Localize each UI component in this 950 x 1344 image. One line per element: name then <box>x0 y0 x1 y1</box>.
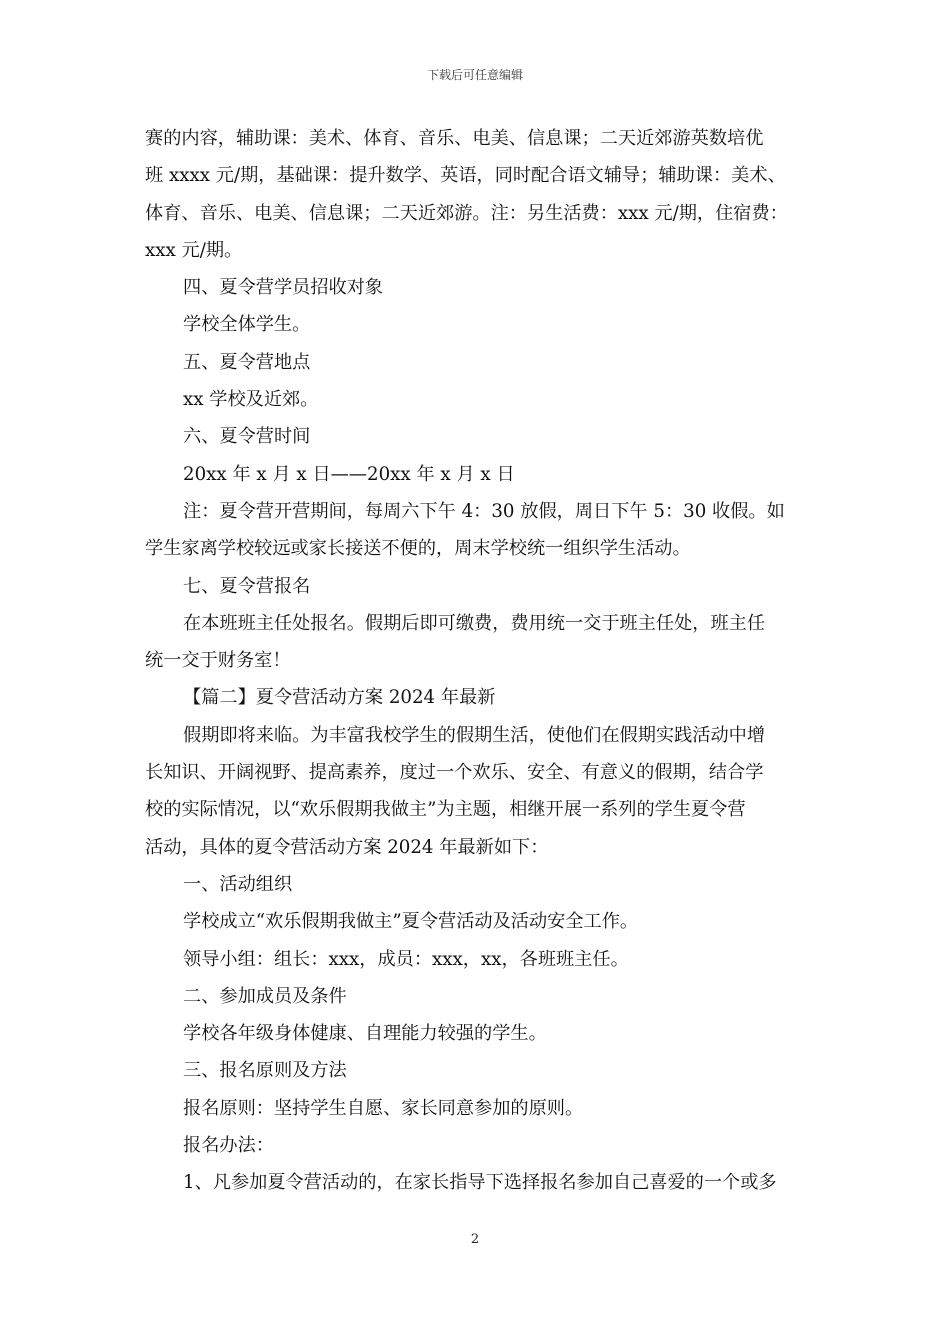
section-heading: 二、参加成员及条件 <box>183 985 347 1007</box>
document-body <box>145 120 810 1202</box>
paragraph-line: 领导小组：组长：xxx，成员：xxx，xx，各班班主任。 <box>183 948 629 970</box>
paragraph-line: 学校各年级身体健康、自理能力较强的学生。 <box>183 1023 547 1045</box>
paragraph-line: 校的实际情况，以“欢乐假期我做主”为主题，相继开展一系列的学生夏令营 <box>145 799 746 821</box>
paragraph-line: 统一交于财务室！ <box>145 650 291 672</box>
paragraph-line: 报名办法： <box>183 1135 274 1157</box>
paragraph-line: 活动，具体的夏令营活动方案 2024 年最新如下： <box>145 836 549 858</box>
paragraph-line: 体育、音乐、电美、信息课；二天近郊游。注：另生活费：xxx 元/期，住宿费： <box>145 202 788 224</box>
section-heading: 一、活动组织 <box>183 873 293 895</box>
paragraph-line: xx 学校及近郊。 <box>183 389 319 411</box>
page-header: 下载后可任意编辑 <box>426 68 523 82</box>
section-heading: 七、夏令营报名 <box>183 575 311 597</box>
paragraph-line: 报名原则：坚持学生自愿、家长同意参加的原则。 <box>183 1097 584 1119</box>
paragraph-line: 假期即将来临。为丰富我校学生的假期生活，使他们在假期实践活动中增 <box>183 724 766 746</box>
section-heading: 三、报名原则及方法 <box>183 1060 347 1082</box>
paragraph-line: 在本班班主任处报名。假期后即可缴费，费用统一交于班主任处，班主任 <box>183 612 766 634</box>
section-heading: 五、夏令营地点 <box>183 351 311 373</box>
paragraph-line: 20xx 年 x 月 x 日——20xx 年 x 月 x 日 <box>183 463 515 485</box>
paragraph-line: xxx 元/期。 <box>145 239 243 261</box>
part-title: 【篇二】夏令营活动方案 2024 年最新 <box>183 687 496 709</box>
paragraph-line: 学校成立“欢乐假期我做主”夏令营活动及活动安全工作。 <box>183 911 639 933</box>
paragraph-line: 学校全体学生。 <box>183 314 311 336</box>
paragraph-line: 注：夏令营开营期间，每周六下午 4：30 放假，周日下午 5：30 收假。如 <box>183 500 785 522</box>
paragraph-line: 长知识、开阔视野、提高素养，度过一个欢乐、安全、有意义的假期，结合学 <box>145 762 764 784</box>
paragraph-line: 1、凡参加夏令营活动的，在家长指导下选择报名参加自己喜爱的一个或多 <box>183 1172 777 1194</box>
paragraph-line: 班 xxxx 元/期，基础课：提升数学、英语，同时配合语文辅导；辅助课：美术、 <box>145 165 786 187</box>
page-number: 2 <box>470 1232 480 1247</box>
section-heading: 六、夏令营时间 <box>183 426 311 448</box>
paragraph-line: 赛的内容，辅助课：美术、体育、音乐、电美、信息课；二天近郊游英数培优 <box>145 128 764 149</box>
section-heading: 四、夏令营学员招收对象 <box>183 277 384 299</box>
paragraph-line: 学生家离学校较远或家长接送不便的，周末学校统一组织学生活动。 <box>145 538 691 560</box>
